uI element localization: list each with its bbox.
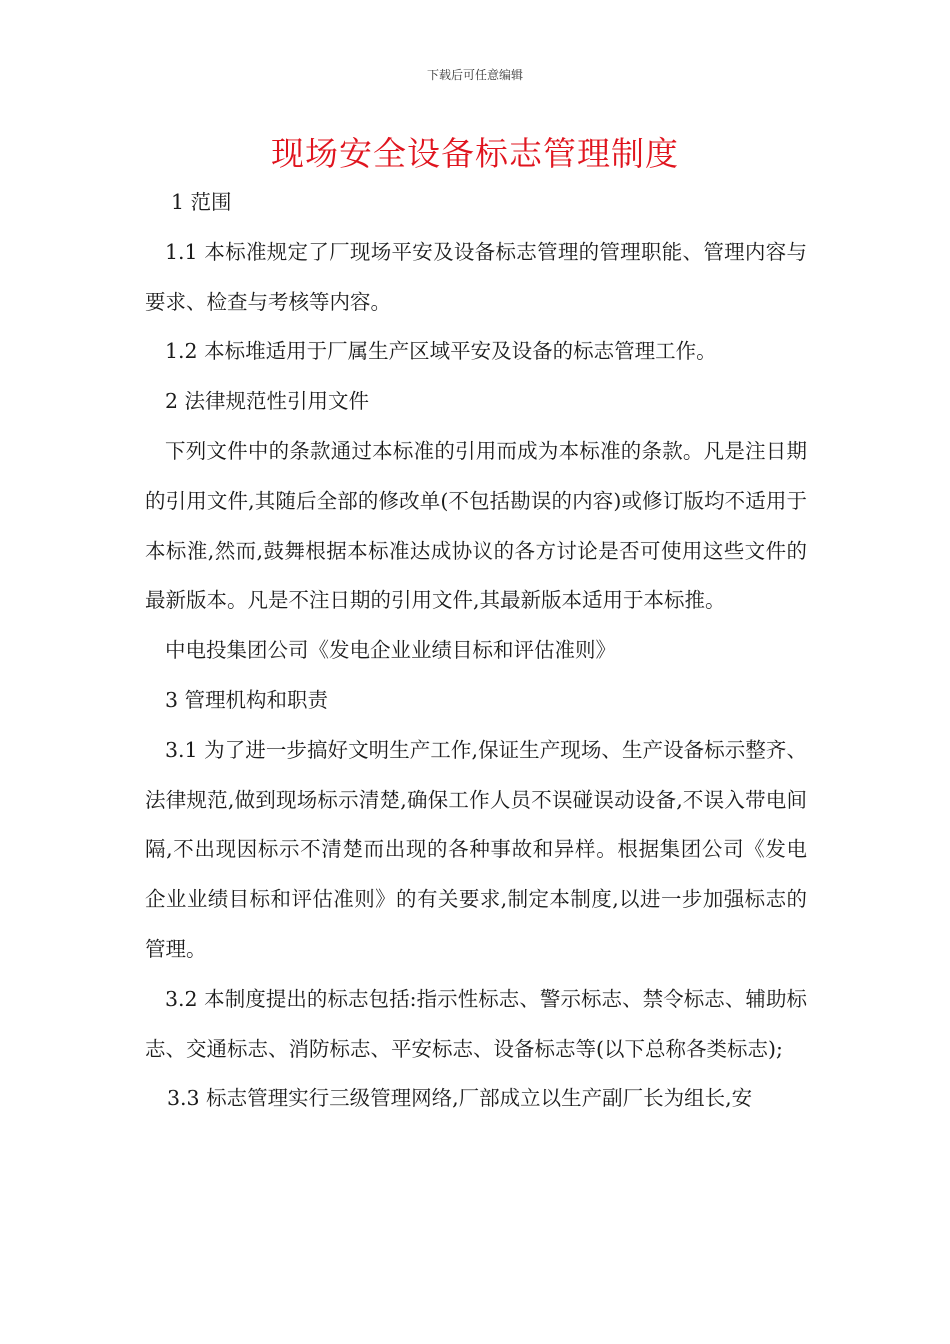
document-title: 现场安全设备标志管理制度: [271, 134, 679, 173]
header-note: 下载后可任意编辑: [426, 68, 523, 82]
paragraph-2-reference: 中电投集团公司《发电企业业绩目标和评估准则》: [165, 638, 616, 663]
section-heading-3: 3 管理机构和职责: [165, 687, 329, 712]
paragraph-1-1: 1.1 本标准规定了厂现场平安及设备标志管理的管理职能、管理内容与要求、检查与考核等内容。: [145, 239, 807, 314]
paragraph-3-3: 3.3 标志管理实行三级管理网络,厂部成立以生产副厂长为组长,安: [167, 1086, 753, 1111]
paragraph-3-2: 3.2 本制度提出的标志包括:指示性标志、警示标志、禁令标志、辅助标志、交通标志、消防标志、平安标志、设备标志等(以下总称各类标志);: [145, 986, 807, 1061]
document-body: [145, 178, 807, 1124]
paragraph-1-2: 1.2 本标堆适用于厂属生产区域平安及设备的标志管理工作。: [165, 339, 717, 364]
section-heading-1: 1 范围: [171, 190, 232, 214]
section-heading-2: 2 法律规范性引用文件: [165, 389, 370, 414]
paragraph-3-1: 3.1 为了进一步搞好文明生产工作,保证生产现场、生产设备标示整齐、法律规范,做到现场标示清楚,确保工作人员不误碰误动设备,不误入带电间隔,不出现因标示不清楚而出现的各种事故和异样。根据集团公司《发电企业业绩目标和评估准则》的有关要求,制定本制度,以进一步加强标志的管理。: [145, 737, 807, 961]
paragraph-2-body: 下列文件中的条款通过本标准的引用而成为本标准的条款。凡是注日期的引用文件,其随后全部的修改单(不包括勘误的内容)或修订版均不适用于本标淮,然而,鼓舞根据本标准达成协议的各方讨论是否可使用这些文件的最新版本。凡是不注日期的引用文件,其最新版本适用于本标推。: [145, 438, 807, 613]
